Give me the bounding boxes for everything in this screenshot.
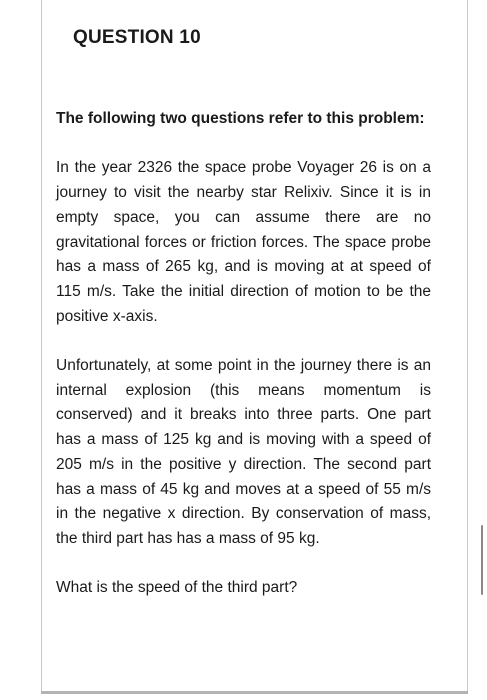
question-title: QUESTION 10 xyxy=(73,27,201,48)
panel-left-border xyxy=(41,0,42,694)
question-intro: The following two questions refer to this problem: xyxy=(56,110,425,127)
problem-paragraph-1: In the year 2326 the space probe Voyager 26 is on a journey to visit the nearby star Relixiv. Since it is in empty space, you can assume there are no gravitational forces or friction forces. The space probe has a mass of 265 kg, and is moving at at speed of 115 m/s. Take the initial direction of motion to be the positive x-axis. xyxy=(56,159,431,325)
panel-bottom-border xyxy=(41,691,468,694)
scrollbar-thumb[interactable] xyxy=(481,525,483,595)
panel-right-border xyxy=(467,0,468,694)
question-body xyxy=(56,107,431,601)
problem-paragraph-2: Unfortunately, at some point in the journey there is an internal explosion (this means momentum is conserved) and it breaks into three parts. One part has a mass of 125 kg and is moving with a speed of 205 m/s in the positive y direction. The second part has a mass of 45 kg and moves at a speed of 55 m/s in the negative x direction. By conservation of mass, the third part has has a mass of 95 kg. xyxy=(56,357,431,547)
question-prompt: What is the speed of the third part? xyxy=(56,579,298,597)
